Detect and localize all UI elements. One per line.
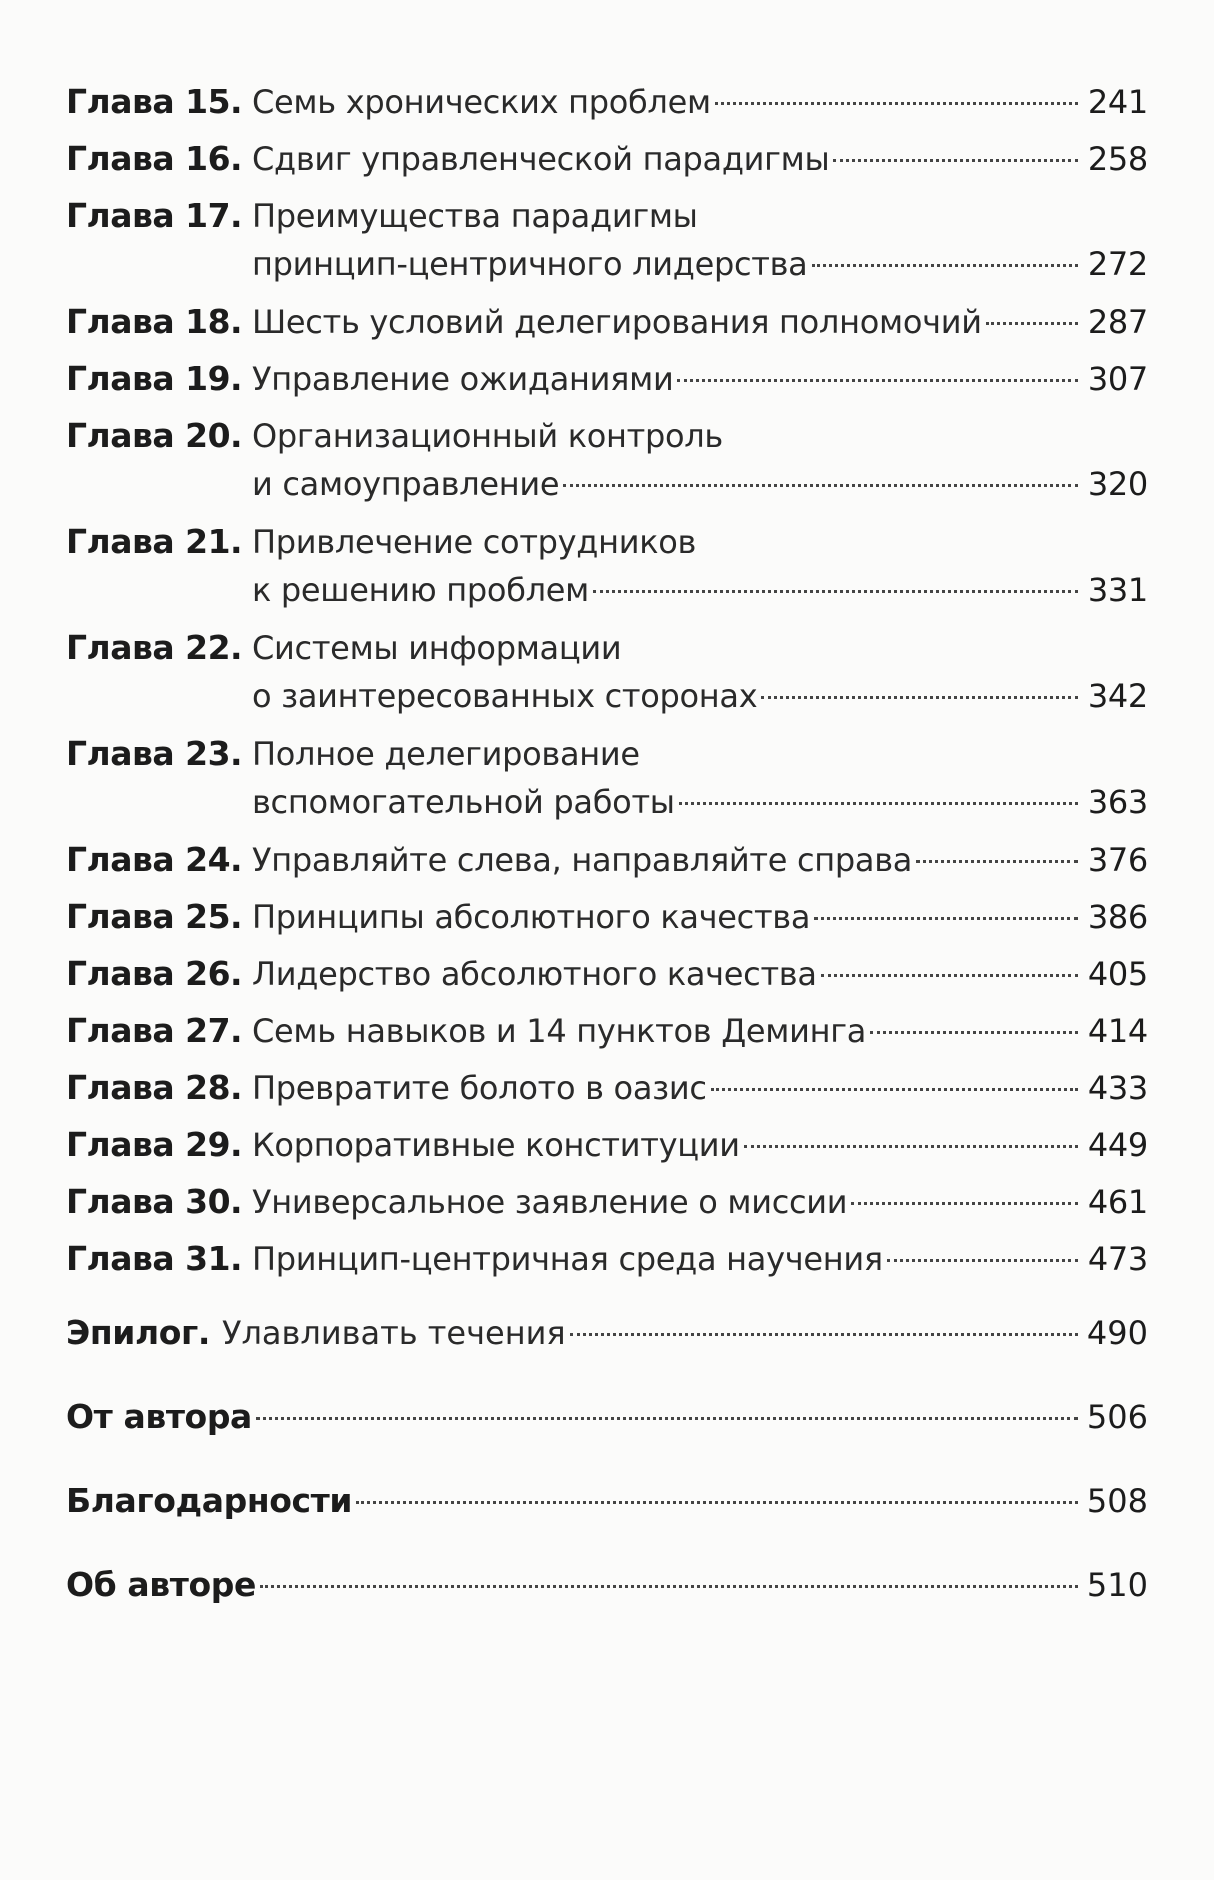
chapter-label: Глава 16. bbox=[66, 139, 243, 178]
chapter-title-text: Принципы абсолютного качества bbox=[252, 898, 811, 936]
dot-leader bbox=[812, 264, 1079, 267]
chapter-title-text: Шесть условий делегирования полномочий bbox=[252, 303, 982, 341]
chapter-title-text: Универсальное заявление о миссии bbox=[252, 1183, 848, 1221]
chapter-title-last-line bbox=[252, 1178, 1148, 1226]
chapter-label: Глава 22. bbox=[66, 628, 243, 667]
section-subtitle: Улавливать течения bbox=[221, 1314, 566, 1352]
chapter-label: Глава 21. bbox=[66, 522, 243, 561]
chapter-title bbox=[252, 78, 1148, 126]
chapter-title bbox=[252, 730, 1148, 826]
chapter-label: Глава 30. bbox=[66, 1182, 243, 1221]
dot-leader bbox=[677, 379, 1078, 382]
toc-entry bbox=[66, 355, 1148, 403]
chapter-label: Глава 15. bbox=[66, 82, 243, 121]
chapter-title bbox=[252, 950, 1148, 998]
chapter-title-text: Превратите болото в оазис bbox=[252, 1069, 707, 1107]
page-number: 363 bbox=[1087, 783, 1148, 821]
chapter-title-line: Организационный контроль bbox=[252, 417, 723, 455]
chapter-title-last-line bbox=[252, 672, 1148, 720]
section-list bbox=[66, 1309, 1148, 1609]
dot-leader bbox=[833, 159, 1078, 162]
page-number: 506 bbox=[1086, 1398, 1148, 1436]
page-number: 405 bbox=[1087, 955, 1148, 993]
chapter-title bbox=[252, 624, 1148, 720]
page-number: 386 bbox=[1087, 898, 1148, 936]
toc-entry bbox=[66, 135, 1148, 183]
toc-section-entry bbox=[66, 1309, 1148, 1357]
dot-leader bbox=[814, 917, 1078, 920]
page-number: 414 bbox=[1087, 1012, 1148, 1050]
toc-entry bbox=[66, 950, 1148, 998]
chapter-title-last-line bbox=[252, 950, 1148, 998]
toc-entry bbox=[66, 893, 1148, 941]
chapter-title bbox=[252, 355, 1148, 403]
toc-entry bbox=[66, 78, 1148, 126]
dot-leader bbox=[711, 1088, 1078, 1091]
chapter-title-text: Семь хронических проблем bbox=[252, 83, 711, 121]
page-number: 490 bbox=[1086, 1314, 1148, 1352]
toc-section-entry bbox=[66, 1561, 1148, 1609]
chapter-title bbox=[252, 192, 1148, 288]
chapter-title-text: Лидерство абсолютного качества bbox=[252, 955, 817, 993]
toc-section-entry bbox=[66, 1477, 1148, 1525]
dot-leader bbox=[256, 1417, 1078, 1420]
toc-entry bbox=[66, 518, 1148, 614]
chapter-title bbox=[252, 1121, 1148, 1169]
chapter-title-last-line bbox=[252, 566, 1148, 614]
dot-leader bbox=[744, 1145, 1078, 1148]
chapter-title-text: и самоуправление bbox=[252, 465, 560, 503]
page-number: 342 bbox=[1087, 677, 1148, 715]
section-label: От автора bbox=[66, 1397, 252, 1436]
dot-leader bbox=[887, 1259, 1078, 1262]
chapter-title-text: Семь навыков и 14 пунктов Деминга bbox=[252, 1012, 867, 1050]
chapter-title-last-line bbox=[252, 298, 1148, 346]
chapter-label: Глава 29. bbox=[66, 1125, 243, 1164]
dot-leader bbox=[260, 1585, 1078, 1588]
toc-entry bbox=[66, 1121, 1148, 1169]
page-number: 287 bbox=[1087, 303, 1148, 341]
dot-leader bbox=[570, 1333, 1078, 1336]
page-number: 241 bbox=[1087, 83, 1148, 121]
chapter-title bbox=[252, 1235, 1148, 1283]
chapter-title bbox=[252, 298, 1148, 346]
chapter-title-last-line bbox=[252, 836, 1148, 884]
dot-leader bbox=[851, 1202, 1078, 1205]
toc-entry bbox=[66, 730, 1148, 826]
dot-leader bbox=[916, 860, 1078, 863]
dot-leader bbox=[761, 696, 1078, 699]
page-number: 473 bbox=[1087, 1240, 1148, 1278]
chapter-label: Глава 19. bbox=[66, 359, 243, 398]
toc-entry bbox=[66, 298, 1148, 346]
chapter-title-line: Привлечение сотрудников bbox=[252, 523, 697, 561]
page-number: 376 bbox=[1087, 841, 1148, 879]
dot-leader bbox=[593, 590, 1078, 593]
chapter-title-last-line bbox=[252, 778, 1148, 826]
chapter-title-line: Преимущества парадигмы bbox=[252, 197, 698, 235]
chapter-title-text: принцип-центричного лидерства bbox=[252, 245, 808, 283]
chapter-title-last-line bbox=[252, 355, 1148, 403]
chapter-title-last-line bbox=[252, 460, 1148, 508]
chapter-title-last-line bbox=[252, 78, 1148, 126]
chapter-label: Глава 24. bbox=[66, 840, 243, 879]
chapter-title-last-line bbox=[252, 893, 1148, 941]
chapter-title bbox=[252, 1064, 1148, 1112]
toc-entry bbox=[66, 1235, 1148, 1283]
section-label: Благодарности bbox=[66, 1481, 353, 1520]
dot-leader bbox=[679, 802, 1078, 805]
chapter-label: Глава 31. bbox=[66, 1239, 243, 1278]
chapter-title-last-line bbox=[252, 1121, 1148, 1169]
toc-section-entry bbox=[66, 1393, 1148, 1441]
page-number: 320 bbox=[1087, 465, 1148, 503]
page-number: 510 bbox=[1086, 1566, 1148, 1604]
page-number: 307 bbox=[1087, 360, 1148, 398]
chapter-title bbox=[252, 412, 1148, 508]
chapter-title bbox=[252, 836, 1148, 884]
page-number: 461 bbox=[1087, 1183, 1148, 1221]
section-label: Эпилог. bbox=[66, 1313, 210, 1352]
toc-entry bbox=[66, 1178, 1148, 1226]
chapter-title bbox=[252, 893, 1148, 941]
chapter-label: Глава 28. bbox=[66, 1068, 243, 1107]
table-of-contents bbox=[66, 78, 1148, 1609]
chapter-title bbox=[252, 135, 1148, 183]
dot-leader bbox=[356, 1501, 1078, 1504]
page-number: 449 bbox=[1087, 1126, 1148, 1164]
toc-entry bbox=[66, 192, 1148, 288]
chapter-title-last-line bbox=[252, 1007, 1148, 1055]
toc-entry bbox=[66, 836, 1148, 884]
chapter-title-text: Корпоративные конституции bbox=[252, 1126, 740, 1164]
chapter-label: Глава 27. bbox=[66, 1011, 243, 1050]
chapter-title-last-line bbox=[252, 1235, 1148, 1283]
chapter-label: Глава 20. bbox=[66, 416, 243, 455]
chapter-title-text: Принцип-центричная среда научения bbox=[252, 1240, 883, 1278]
chapter-label: Глава 18. bbox=[66, 302, 243, 341]
chapter-title-text: вспомогательной работы bbox=[252, 783, 675, 821]
chapter-title-line: Системы информации bbox=[252, 629, 622, 667]
page-number: 272 bbox=[1087, 245, 1148, 283]
chapter-title-line: Полное делегирование bbox=[252, 735, 640, 773]
dot-leader bbox=[563, 484, 1078, 487]
toc-entry bbox=[66, 1007, 1148, 1055]
chapter-title-last-line bbox=[252, 135, 1148, 183]
chapter-title-text: Управляйте слева, направляйте справа bbox=[252, 841, 913, 879]
chapter-title bbox=[252, 1007, 1148, 1055]
chapter-title-text: о заинтересованных сторонах bbox=[252, 677, 758, 715]
chapter-label: Глава 17. bbox=[66, 196, 243, 235]
toc-entry bbox=[66, 412, 1148, 508]
toc-entry bbox=[66, 624, 1148, 720]
page-number: 258 bbox=[1087, 140, 1148, 178]
dot-leader bbox=[986, 322, 1078, 325]
chapter-list bbox=[66, 78, 1148, 1283]
page-number: 508 bbox=[1086, 1482, 1148, 1520]
chapter-title-text: Управление ожиданиями bbox=[252, 360, 674, 398]
page-number: 331 bbox=[1087, 571, 1148, 609]
chapter-title bbox=[252, 518, 1148, 614]
chapter-title-last-line bbox=[252, 240, 1148, 288]
chapter-title-text: Сдвиг управленческой парадигмы bbox=[252, 140, 830, 178]
chapter-title bbox=[252, 1178, 1148, 1226]
section-label: Об авторе bbox=[66, 1565, 256, 1604]
chapter-label: Глава 25. bbox=[66, 897, 243, 936]
chapter-title-last-line bbox=[252, 1064, 1148, 1112]
dot-leader bbox=[821, 974, 1078, 977]
chapter-title-text: к решению проблем bbox=[252, 571, 590, 609]
dot-leader bbox=[870, 1031, 1078, 1034]
dot-leader bbox=[715, 102, 1078, 105]
page-number: 433 bbox=[1087, 1069, 1148, 1107]
chapter-label: Глава 26. bbox=[66, 954, 243, 993]
toc-entry bbox=[66, 1064, 1148, 1112]
chapter-label: Глава 23. bbox=[66, 734, 243, 773]
